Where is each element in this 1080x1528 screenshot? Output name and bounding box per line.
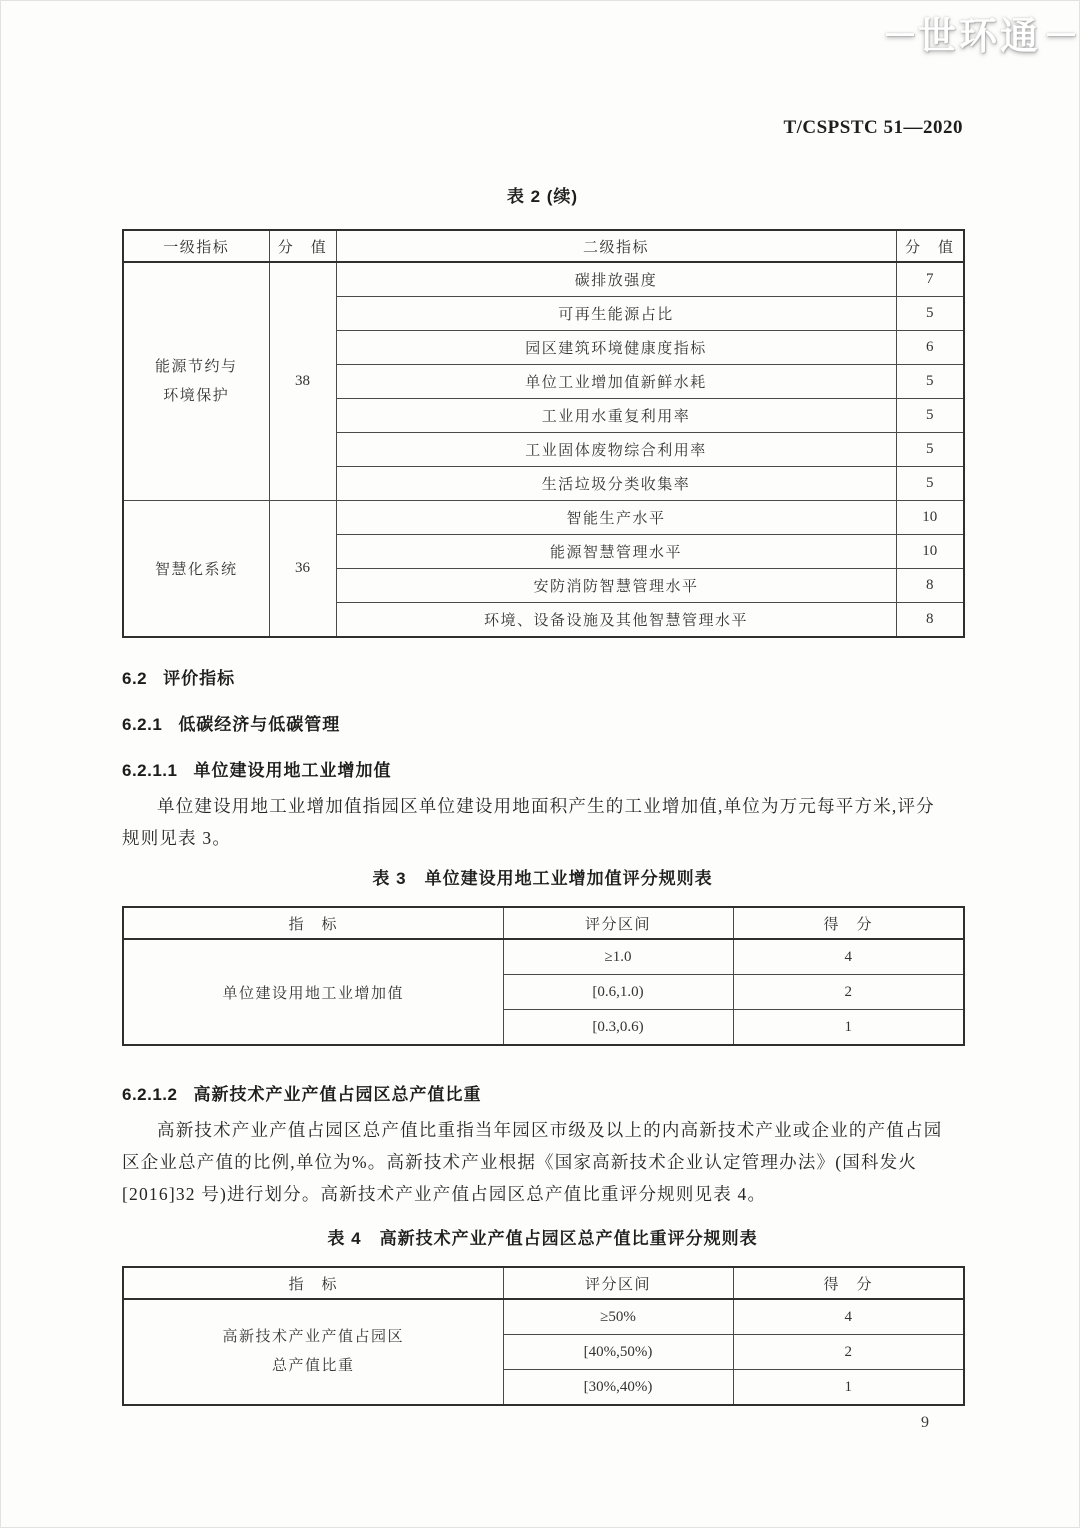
table2-score: 5	[896, 365, 964, 399]
table4-header-interval: 评分区间	[503, 1267, 733, 1299]
table3-interval: ≥1.0	[503, 939, 733, 975]
table3-score: 1	[733, 1010, 964, 1046]
table2-indicator: 能源智慧管理水平	[336, 535, 896, 569]
section-number: 6.2.1.2	[122, 1085, 178, 1104]
table2-score: 5	[896, 433, 964, 467]
paragraph-unit-added-value	[122, 790, 963, 854]
table2-indicator: 智能生产水平	[336, 501, 896, 535]
watermark-dash-left: —	[885, 16, 912, 48]
table4-interval: [30%,40%)	[503, 1370, 733, 1406]
section-title: 单位建设用地工业增加值	[193, 761, 392, 780]
paragraph-line: 高新技术产业产值占园区总产值比重指当年园区市级及以上的内高新技术产业或企业的产值占园	[157, 1120, 943, 1140]
table2-indicator: 碳排放强度	[336, 262, 896, 297]
table2-indicator: 生活垃圾分类收集率	[336, 467, 896, 501]
table3-header-score: 得 分	[733, 907, 964, 939]
table2-header-level2: 二级指标	[336, 230, 896, 262]
section-number: 6.2.1	[122, 715, 163, 734]
table2-header-score2: 分 值	[896, 230, 964, 262]
section-heading-6-2-1-1	[122, 756, 963, 778]
table2-score: 8	[896, 569, 964, 603]
table2-group2-cell: 智慧化系统	[123, 501, 269, 638]
table4-interval: ≥50%	[503, 1299, 733, 1335]
table2-group1-score: 38	[269, 262, 336, 501]
section-title: 低碳经济与低碳管理	[178, 715, 341, 734]
table2-row	[123, 262, 964, 297]
table2-indicator: 环境、设备设施及其他智慧管理水平	[336, 603, 896, 638]
table4-indicator-line1: 高新技术产业产值占园区	[222, 1329, 404, 1345]
table3-indicator-cell: 单位建设用地工业增加值	[123, 939, 503, 1045]
table2-indicator: 园区建筑环境健康度指标	[336, 331, 896, 365]
standard-code: T/CSPSTC 51—2020	[783, 117, 963, 138]
section-heading-6-2-1-2	[122, 1080, 963, 1102]
group1-label-line2: 环境保护	[163, 387, 230, 404]
paragraph-line: [2016]32 号)进行划分。高新技术产业产值占园区总产值比重评分规则见表 4。	[122, 1184, 767, 1204]
watermark-text: 世环通	[917, 16, 1041, 58]
table2-group2-score: 36	[269, 501, 336, 638]
table4-header-indicator: 指 标	[123, 1267, 503, 1299]
table2-score: 5	[896, 399, 964, 433]
table4-header-score: 得 分	[733, 1267, 964, 1299]
table4-score: 1	[733, 1370, 964, 1406]
table2-score: 7	[896, 262, 964, 297]
section-heading-6-2	[122, 664, 963, 686]
paragraph-hightech-ratio	[122, 1114, 963, 1210]
table3-scoring-rules	[122, 906, 965, 1046]
table4-caption: 表 4 高新技术产业产值占园区总产值比重评分规则表	[327, 1229, 758, 1248]
table2-continued	[122, 229, 965, 638]
table2-score: 8	[896, 603, 964, 638]
table3-interval: [0.6,1.0)	[503, 975, 733, 1010]
table3-interval: [0.3,0.6)	[503, 1010, 733, 1046]
table2-score: 5	[896, 467, 964, 501]
section-title: 高新技术产业产值占园区总产值比重	[193, 1085, 482, 1104]
page-number: 9	[921, 1414, 929, 1431]
watermark-dash-right: —	[1047, 16, 1073, 48]
table3-header-interval: 评分区间	[503, 907, 733, 939]
paragraph-line: 单位建设用地工业增加值指园区单位建设用地面积产生的工业增加值,单位为万元每平方米,评分	[157, 796, 935, 816]
table4-score: 4	[733, 1299, 964, 1335]
table2-indicator: 工业固体废物综合利用率	[336, 433, 896, 467]
section-number: 6.2	[122, 669, 148, 688]
table2-score: 5	[896, 297, 964, 331]
table2-indicator: 工业用水重复利用率	[336, 399, 896, 433]
table2-score: 6	[896, 331, 964, 365]
page-content	[122, 1, 963, 1434]
section-number: 6.2.1.1	[122, 761, 178, 780]
table4-indicator-line2: 总产值比重	[271, 1358, 355, 1374]
table3-row	[123, 939, 964, 975]
table4-interval: [40%,50%)	[503, 1335, 733, 1370]
table3-score: 4	[733, 939, 964, 975]
section-heading-6-2-1	[122, 710, 963, 732]
table2-header-row	[123, 230, 964, 262]
table2-indicator: 安防消防智慧管理水平	[336, 569, 896, 603]
table2-header-score1: 分 值	[269, 230, 336, 262]
table4-row	[123, 1299, 964, 1335]
table4-score: 2	[733, 1335, 964, 1370]
table2-header-level1: 一级指标	[123, 230, 269, 262]
table2-group1-cell	[123, 262, 269, 501]
table2-caption: 表 2 (续)	[506, 187, 579, 206]
table4-header-row	[123, 1267, 964, 1299]
paragraph-line: 规则见表 3。	[122, 828, 232, 848]
table2-indicator: 单位工业增加值新鲜水耗	[336, 365, 896, 399]
paragraph-line: 区企业总产值的比例,单位为%。高新技术产业根据《国家高新技术企业认定管理办法》(国科发火	[122, 1152, 918, 1172]
table3-header-indicator: 指 标	[123, 907, 503, 939]
table4-indicator-cell	[123, 1299, 503, 1405]
table2-score: 10	[896, 535, 964, 569]
table2-row	[123, 501, 964, 535]
table2-indicator: 可再生能源占比	[336, 297, 896, 331]
table3-caption: 表 3 单位建设用地工业增加值评分规则表	[372, 869, 713, 888]
table3-header-row	[123, 907, 964, 939]
table4-scoring-rules	[122, 1266, 965, 1406]
table2-score: 10	[896, 501, 964, 535]
table3-score: 2	[733, 975, 964, 1010]
section-title: 评价指标	[163, 669, 236, 688]
group1-label-line1: 能源节约与	[154, 358, 238, 375]
